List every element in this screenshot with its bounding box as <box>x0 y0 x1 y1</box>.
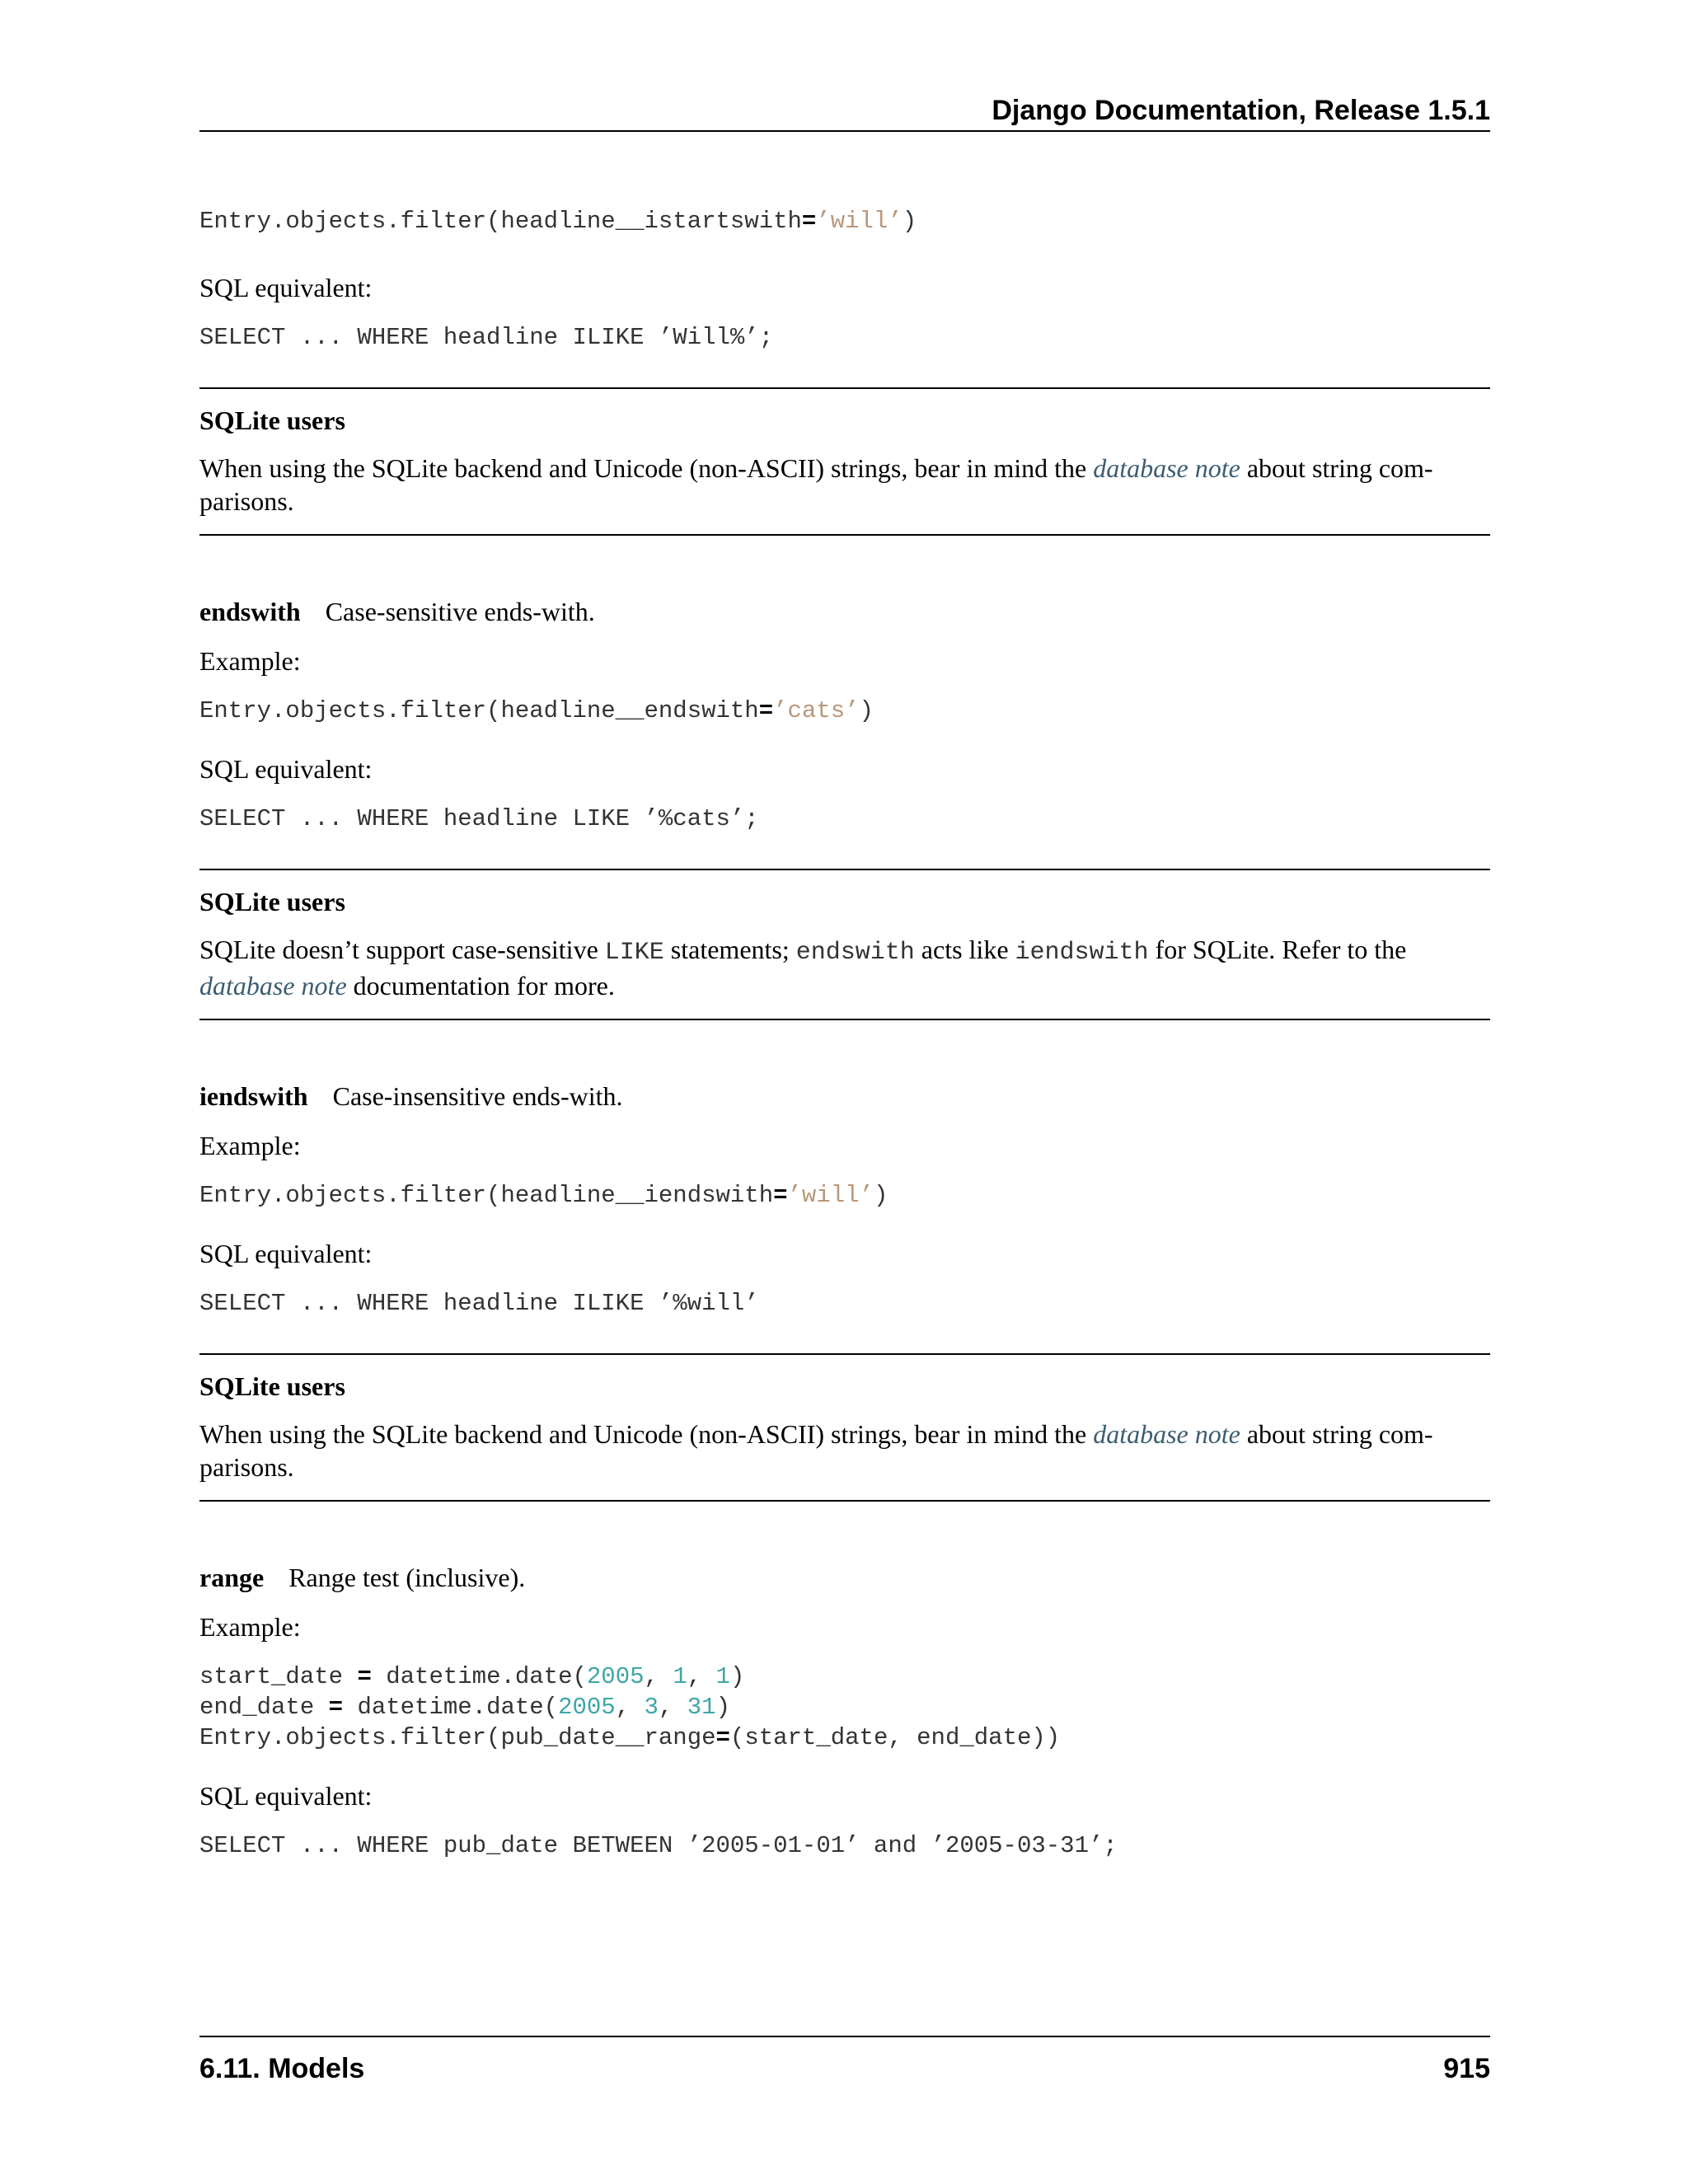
example-label: Example: <box>199 1131 301 1160</box>
code-text: Entry.objects.filter(headline__iendswith <box>199 1182 774 1209</box>
note-title: SQLite users <box>199 1371 345 1401</box>
code-number: 31 <box>687 1694 716 1721</box>
note-text-part: acts like <box>914 935 1015 964</box>
note-text <box>199 452 1490 518</box>
term-description: Range test (inclusive). <box>288 1563 526 1592</box>
inline-code-endswith: endswith <box>795 939 915 967</box>
code-text: ) <box>902 208 917 235</box>
code-text: , <box>615 1694 645 1721</box>
note-text-part: SQLite doesn’t support case-sensitive <box>199 935 605 964</box>
sql-equivalent-label: SQL equivalent: <box>199 273 373 302</box>
database-note-link[interactable]: database note <box>199 971 347 1001</box>
code-string: ’will’ <box>816 208 903 235</box>
code-text: ) <box>859 697 874 724</box>
code-text: Entry.objects.filter(headline__istartswith <box>199 208 802 235</box>
code-number: 2005 <box>558 1694 616 1721</box>
term-iendswith <box>199 1080 1490 1113</box>
page-number: 915 <box>1443 2053 1490 2084</box>
code-text: ) <box>729 1663 745 1690</box>
term-range <box>199 1561 1490 1594</box>
note-text-part: statements; <box>663 935 796 964</box>
code-text: Entry.objects.filter(headline__endswith <box>199 697 759 724</box>
sql-block-endswith: SELECT ... WHERE headline LIKE ’%cats’; <box>199 805 759 832</box>
code-operator: = <box>773 1182 788 1209</box>
code-number: 1 <box>673 1663 687 1690</box>
term-endswith <box>199 595 1490 628</box>
database-note-link[interactable]: database note <box>1093 1419 1240 1449</box>
code-operator: = <box>328 1694 344 1721</box>
code-text: Entry.objects.filter(pub_date__range <box>199 1724 716 1751</box>
sql-block-iendswith: SELECT ... WHERE headline ILIKE ’%will’ <box>199 1290 759 1317</box>
sql-equivalent-label: SQL equivalent: <box>199 1239 373 1268</box>
code-text: , <box>644 1663 673 1690</box>
sql-equivalent-label: SQL equivalent: <box>199 754 373 784</box>
footer-section: 6.11. Models <box>199 2053 365 2084</box>
code-text: datetime.date( <box>343 1694 559 1721</box>
code-text: ) <box>715 1694 730 1721</box>
inline-code-like: LIKE <box>604 939 664 967</box>
sql-block-range: SELECT ... WHERE pub_date BETWEEN ’2005-01-01’ and ’2005-03-31’; <box>199 1832 1118 1859</box>
code-block-istartswith <box>199 206 1490 237</box>
code-block-iendswith <box>199 1180 1490 1211</box>
example-label: Example: <box>199 646 301 676</box>
code-text: end_date <box>199 1694 329 1721</box>
sqlite-note-1 <box>199 387 1490 536</box>
code-number: 3 <box>644 1694 659 1721</box>
note-text <box>199 933 1490 1002</box>
code-number: 2005 <box>586 1663 645 1690</box>
term-name: endswith <box>199 597 301 626</box>
code-text: , <box>687 1663 716 1690</box>
term-description: Case-sensitive ends-with. <box>325 597 595 626</box>
note-text-part: for SQLite. Refer to the <box>1148 935 1407 964</box>
term-description: Case-insensitive ends-with. <box>332 1081 623 1111</box>
code-block-endswith <box>199 696 1490 726</box>
code-block-range <box>199 1661 1490 1753</box>
term-name: range <box>199 1563 265 1592</box>
note-text-part: documentation for more. <box>346 971 615 1001</box>
note-text <box>199 1418 1490 1483</box>
document-page <box>199 0 1490 2184</box>
code-number: 1 <box>715 1663 730 1690</box>
running-header: Django Documentation, Release 1.5.1 <box>199 92 1490 132</box>
code-string: ’will’ <box>787 1182 874 1209</box>
code-text: ) <box>873 1182 889 1209</box>
sqlite-note-3 <box>199 1353 1490 1502</box>
note-text-part: about string com-parisons. <box>199 453 1433 516</box>
code-operator: = <box>801 208 817 235</box>
code-operator: = <box>715 1724 730 1751</box>
note-text-part: When using the SQLite backend and Unicode (non-ASCII) strings, bear in mind the <box>199 453 1094 483</box>
sqlite-note-2 <box>199 869 1490 1020</box>
note-title: SQLite users <box>199 887 345 916</box>
note-title: SQLite users <box>199 405 345 435</box>
code-operator: = <box>357 1663 372 1690</box>
note-text-part: about string com-parisons. <box>199 1419 1433 1482</box>
code-text: (start_date, end_date)) <box>729 1724 1061 1751</box>
note-text-part: When using the SQLite backend and Unicode (non-ASCII) strings, bear in mind the <box>199 1419 1094 1449</box>
inline-code-iendswith: iendswith <box>1015 939 1149 967</box>
code-string: ’cats’ <box>773 697 860 724</box>
running-footer <box>199 2036 1490 2083</box>
page-content <box>199 206 1490 1861</box>
code-text: datetime.date( <box>371 1663 587 1690</box>
database-note-link[interactable]: database note <box>1093 453 1240 483</box>
sql-equivalent-label: SQL equivalent: <box>199 1781 373 1811</box>
example-label: Example: <box>199 1612 301 1642</box>
code-text: , <box>658 1694 687 1721</box>
code-operator: = <box>758 697 774 724</box>
term-name: iendswith <box>199 1081 308 1111</box>
code-text: start_date <box>199 1663 358 1690</box>
sql-block-istartswith: SELECT ... WHERE headline ILIKE ’Will%’; <box>199 324 774 351</box>
